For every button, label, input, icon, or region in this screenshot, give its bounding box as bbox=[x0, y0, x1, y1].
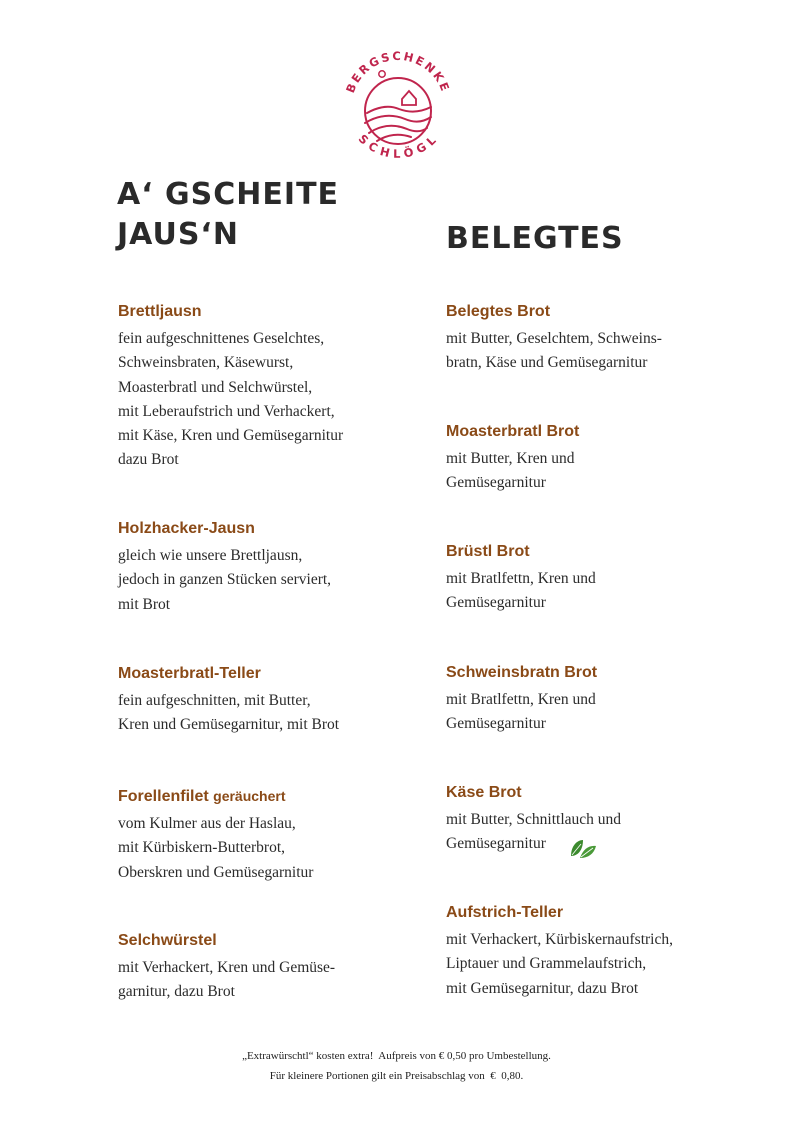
menu-item-description: mit Verhackert, Kren und Gemüse- garnitur, dazu Brot bbox=[118, 959, 336, 1001]
menu-item-description: mit Verhackert, Kürbiskernaufstrich, Liptauer und Grammelaufstrich, mit Gemüsegarnitur, dazu Brot bbox=[446, 931, 673, 997]
menu-item-title: Belegtes Brot bbox=[446, 303, 551, 320]
menu-item-title bbox=[118, 786, 418, 807]
menu-item-forellenfilet bbox=[118, 786, 418, 885]
menu-item-title: Brüstl Brot bbox=[446, 543, 530, 560]
menu-item-kaese-brot bbox=[446, 783, 766, 857]
svg-text:BERGSCHENKE bbox=[343, 49, 453, 95]
menu-item-belegtes-brot bbox=[446, 302, 766, 376]
menu-item-description: mit Butter, Geselchtem, Schweins- bratn, Käse und Gemüsegarnitur bbox=[446, 330, 662, 372]
menu-item-description: fein aufgeschnitten, mit Butter, Kren und Gemüsegarnitur, mit Brot bbox=[118, 692, 340, 734]
menu-item-description: vom Kulmer aus der Haslau, mit Kürbiskern-Butterbrot, Oberskren und Gemüsegarnitur bbox=[118, 815, 314, 881]
menu-item-schweinsbratn-brot bbox=[446, 663, 766, 737]
menu-item-description: gleich wie unsere Brettljausn, jedoch in ganzen Stücken serviert, mit Brot bbox=[118, 547, 332, 613]
menu-item-description: mit Butter, Kren und Gemüsegarnitur bbox=[446, 450, 575, 492]
footer-line-extra: „Extrawürschtl“ kosten extra! Aufpreis von € 0,50 pro Umbestellung. bbox=[242, 1050, 551, 1062]
menu-item-selchwuerstel bbox=[118, 931, 418, 1005]
menu-item-moasterbratl-brot bbox=[446, 422, 766, 496]
menu-item-description: fein aufgeschnittenes Geselchtes, Schweinsbraten, Käsewurst, Moasterbratl und Selchwürstel, mit Leberaufstrich und Verhackert, mit Käse, Kren und Gemüsegarnitur dazu Brot bbox=[118, 330, 344, 469]
vegetarian-leaf-icon bbox=[569, 838, 597, 860]
menu-item-bruestl-brot bbox=[446, 542, 766, 616]
menu-item-moasterbratl-teller bbox=[118, 664, 418, 738]
menu-item-aufstrich-teller bbox=[446, 903, 766, 1001]
logo-top-text: BERGSCHENKE bbox=[343, 48, 453, 95]
logo-bottom-text: SCHLÖGL bbox=[355, 131, 441, 161]
item-subtitle: geräuchert bbox=[213, 788, 286, 804]
menu-item-title: Schweinsbratn Brot bbox=[446, 664, 598, 681]
svg-text:SCHLÖGL bbox=[356, 132, 441, 161]
menu-item-title bbox=[118, 302, 418, 322]
kaese-brot-desc-wrap bbox=[446, 808, 766, 857]
item-title-text: Forellenfilet bbox=[118, 788, 209, 805]
belegtes-heading: BELEGTES bbox=[446, 221, 624, 256]
farmhouse-hills-icon bbox=[365, 71, 431, 144]
item-title-text: Brettljausn bbox=[118, 303, 202, 320]
footer-note bbox=[0, 1046, 793, 1086]
item-title-text: Holzhacker-Jausn bbox=[118, 520, 255, 537]
menu-item-description: mit Butter, Schnittlauch und Gemüsegarnitur bbox=[446, 811, 622, 853]
jause-heading: A‘ GSCHEITE JAUS‘N bbox=[117, 177, 340, 252]
item-title-text: Selchwürstel bbox=[118, 932, 217, 949]
bergschenke-logo bbox=[335, 43, 461, 169]
menu-item-title bbox=[118, 931, 418, 951]
menu-item-holzhacker-jausn bbox=[118, 519, 418, 617]
item-title-text: Moasterbratl-Teller bbox=[118, 665, 261, 682]
menu-item-title: Aufstrich-Teller bbox=[446, 904, 564, 921]
menu-item-title bbox=[118, 519, 418, 539]
footer-line-portion: Für kleinere Portionen gilt ein Preisabschlag von € 0,80. bbox=[269, 1070, 524, 1082]
menu-item-title: Käse Brot bbox=[446, 784, 522, 801]
menu-item-title: Moasterbratl Brot bbox=[446, 423, 580, 440]
menu-item-description: mit Bratlfettn, Kren und Gemüsegarnitur bbox=[446, 570, 596, 612]
menu-item-brettljausn bbox=[118, 302, 418, 473]
menu-item-title bbox=[118, 664, 418, 684]
menu-item-description: mit Bratlfettn, Kren und Gemüsegarnitur bbox=[446, 691, 596, 733]
